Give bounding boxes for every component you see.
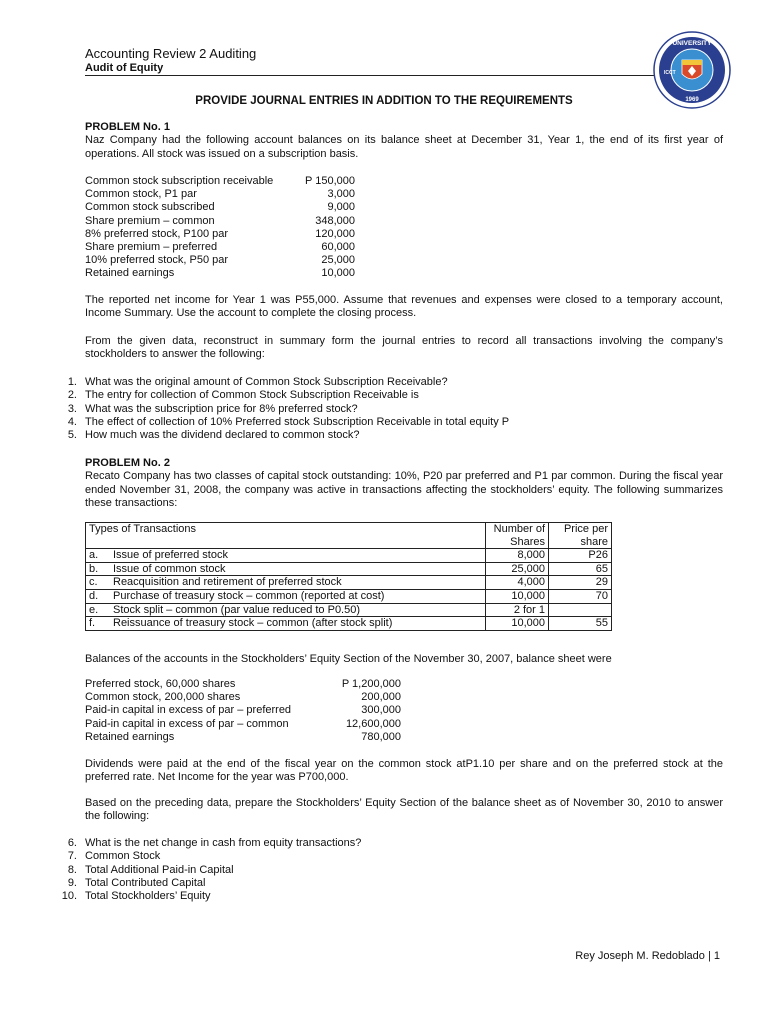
account-name: Common stock, P1 par	[85, 188, 197, 201]
account-amount: 60,000	[321, 241, 355, 254]
transaction-description: Reacquisition and retirement of preferred stock	[110, 576, 486, 590]
account-amount: P 150,000	[305, 175, 355, 187]
question-number: 10.	[61, 890, 77, 903]
question-text: The effect of collection of 10% Preferred stock Subscription Receivable in total equity P	[85, 415, 510, 428]
question-item	[55, 403, 509, 416]
question-item	[55, 850, 361, 863]
account-row	[85, 201, 355, 214]
page-footer: Rey Joseph M. Redoblado | 1	[575, 950, 720, 962]
account-row	[85, 267, 355, 280]
account-amount: 9,000	[327, 201, 355, 214]
balances-intro: Balances of the accounts in the Stockholders’ Equity Section of the November 30, 2007, balance sheet were	[85, 653, 612, 665]
table-row	[86, 603, 612, 617]
question-text: Total Additional Paid-in Capital	[85, 863, 234, 876]
account-row	[85, 215, 355, 228]
question-item	[55, 837, 361, 850]
question-text: What was the subscription price for 8% preferred stock?	[85, 402, 358, 415]
problem1-title: PROBLEM No. 1	[85, 121, 170, 133]
balance-amount: P 1,200,000	[341, 678, 401, 690]
transaction-label: c.	[86, 576, 111, 590]
account-amount: 25,000	[321, 254, 355, 267]
transaction-shares: 10,000	[486, 589, 549, 603]
seal-arc-text: UNIVERSITY	[672, 40, 712, 47]
problem1-intro: Naz Company had the following account balances on its balance sheet at December 31, Year 1, the end of its first year of operations. All stock was issued on a subscription basis.	[85, 134, 723, 160]
table-header-row	[86, 523, 612, 549]
account-row	[85, 175, 355, 188]
question-item	[55, 376, 509, 389]
balance-amount: 12,600,000	[345, 717, 401, 730]
dividends-paragraph: Dividends were paid at the end of the fiscal year on the common stock atP1.10 per share and on the preferred stock at the preferred rate. Net Income for the year was P700,000.	[85, 758, 723, 784]
transaction-price: 65	[549, 562, 612, 576]
question-item	[55, 416, 509, 429]
question-number: 5.	[67, 429, 77, 442]
problem2-balance-list	[85, 678, 401, 744]
seal-year: 1969	[685, 97, 699, 103]
balance-amount: 780,000	[361, 730, 401, 743]
table-row	[86, 617, 612, 631]
transactions-table	[85, 522, 612, 631]
header-divider	[85, 75, 657, 76]
question-text: Common Stock	[85, 850, 161, 863]
balance-row	[85, 718, 401, 731]
problem2-intro-block	[85, 457, 723, 511]
transaction-price: 55	[549, 617, 612, 631]
table-row	[86, 576, 612, 590]
question-item	[55, 429, 509, 442]
account-row	[85, 228, 355, 241]
problem1-questions	[55, 376, 509, 442]
account-amount: 120,000	[315, 227, 355, 240]
problem2-title: PROBLEM No. 2	[85, 457, 170, 469]
balance-name: Common stock, 200,000 shares	[85, 691, 241, 704]
transaction-shares: 10,000	[486, 617, 549, 631]
problem1-para2: The reported net income for Year 1 was P55,000. Assume that revenues and expenses were closed to a temporary account, Income Summary. Use the account to complete the closing process.	[85, 294, 723, 320]
account-row	[85, 188, 355, 201]
account-name: Common stock subscription receivable	[85, 175, 274, 187]
question-number: 1.	[67, 376, 77, 388]
transaction-label: a.	[86, 549, 111, 563]
transaction-price	[549, 603, 612, 617]
balance-name: Preferred stock, 60,000 shares	[85, 678, 236, 690]
question-number: 2.	[67, 389, 77, 402]
question-item	[55, 389, 509, 402]
based-on-paragraph: Based on the preceding data, prepare the Stockholders’ Equity Section of the balance sheet as of November 30, 2010 to answer the following:	[85, 797, 723, 823]
transaction-price: P26	[549, 549, 612, 563]
transaction-shares: 8,000	[486, 549, 549, 563]
transaction-label: e.	[86, 603, 111, 617]
course-title: Accounting Review 2 Auditing	[85, 46, 257, 61]
account-name: 8% preferred stock, P100 par	[85, 227, 229, 240]
balance-name: Paid-in capital in excess of par – common	[85, 717, 289, 730]
seal-side-text: ICCT	[664, 70, 676, 76]
account-amount: 348,000	[315, 214, 355, 227]
question-item	[55, 890, 361, 903]
balance-amount: 300,000	[361, 704, 401, 717]
balance-row	[85, 678, 401, 691]
problem2-intro: Recato Company has two classes of capital stock outstanding: 10%, P20 par preferred and P1 par common. During the fiscal year ended November 31, 2008, the company was active in transactions affecting the stockholders’ equity. The following summarizes these transactions:	[85, 470, 723, 510]
transaction-price: 70	[549, 589, 612, 603]
header-price: Price per share	[549, 523, 612, 549]
question-number: 8.	[67, 863, 77, 876]
account-name: 10% preferred stock, P50 par	[85, 254, 229, 267]
transaction-description: Issue of preferred stock	[110, 549, 486, 563]
table-row	[86, 549, 612, 563]
transaction-label: b.	[86, 562, 111, 576]
transaction-description: Reissuance of treasury stock – common (after stock split)	[110, 617, 486, 631]
account-amount: 10,000	[321, 267, 355, 280]
transaction-price: 29	[549, 576, 612, 590]
question-number: 9.	[67, 876, 77, 889]
question-number: 3.	[67, 402, 77, 415]
transaction-label: d.	[86, 589, 111, 603]
transaction-description: Stock split – common (par value reduced to P0.50)	[110, 603, 486, 617]
topic-title: Audit of Equity	[85, 62, 164, 74]
account-row	[85, 254, 355, 267]
problem1-account-list	[85, 175, 355, 281]
transaction-shares: 2 for 1	[486, 603, 549, 617]
table-row	[86, 589, 612, 603]
question-text: How much was the dividend declared to common stock?	[85, 429, 360, 442]
balance-name: Retained earnings	[85, 730, 175, 743]
question-text: Total Contributed Capital	[85, 876, 206, 889]
question-text: What was the original amount of Common Stock Subscription Receivable?	[85, 376, 448, 388]
transaction-shares: 25,000	[486, 562, 549, 576]
header-types: Types of Transactions	[86, 523, 486, 549]
question-number: 4.	[67, 415, 77, 428]
question-item	[55, 864, 361, 877]
question-number: 6.	[67, 837, 77, 849]
problem1-para3: From the given data, reconstruct in summary form the journal entries to record all transactions involving the company’s stockholders to answer the following:	[85, 335, 723, 361]
main-heading: PROVIDE JOURNAL ENTRIES IN ADDITION TO THE REQUIREMENTS	[195, 95, 573, 107]
transaction-description: Purchase of treasury stock – common (reported at cost)	[110, 589, 486, 603]
balance-name: Paid-in capital in excess of par – preferred	[85, 704, 292, 717]
question-number: 7.	[67, 850, 77, 863]
account-name: Share premium – common	[85, 214, 215, 227]
account-row	[85, 241, 355, 254]
question-item	[55, 877, 361, 890]
account-name: Common stock subscribed	[85, 201, 215, 214]
transaction-label: f.	[86, 617, 111, 631]
question-text: The entry for collection of Common Stock Subscription Receivable is	[85, 389, 419, 402]
problem2-questions	[55, 837, 361, 903]
balance-amount: 200,000	[361, 691, 401, 704]
account-name: Share premium – preferred	[85, 241, 218, 254]
transaction-shares: 4,000	[486, 576, 549, 590]
header-shares: Number of Shares	[486, 523, 549, 549]
problem1-intro-block	[85, 121, 723, 161]
balance-row	[85, 691, 401, 704]
account-amount: 3,000	[327, 188, 355, 201]
table-row	[86, 562, 612, 576]
balance-row	[85, 731, 401, 744]
question-text: Total Stockholders’ Equity	[85, 890, 211, 903]
transaction-description: Issue of common stock	[110, 562, 486, 576]
balance-row	[85, 704, 401, 717]
question-text: What is the net change in cash from equity transactions?	[85, 837, 362, 849]
account-name: Retained earnings	[85, 267, 175, 280]
